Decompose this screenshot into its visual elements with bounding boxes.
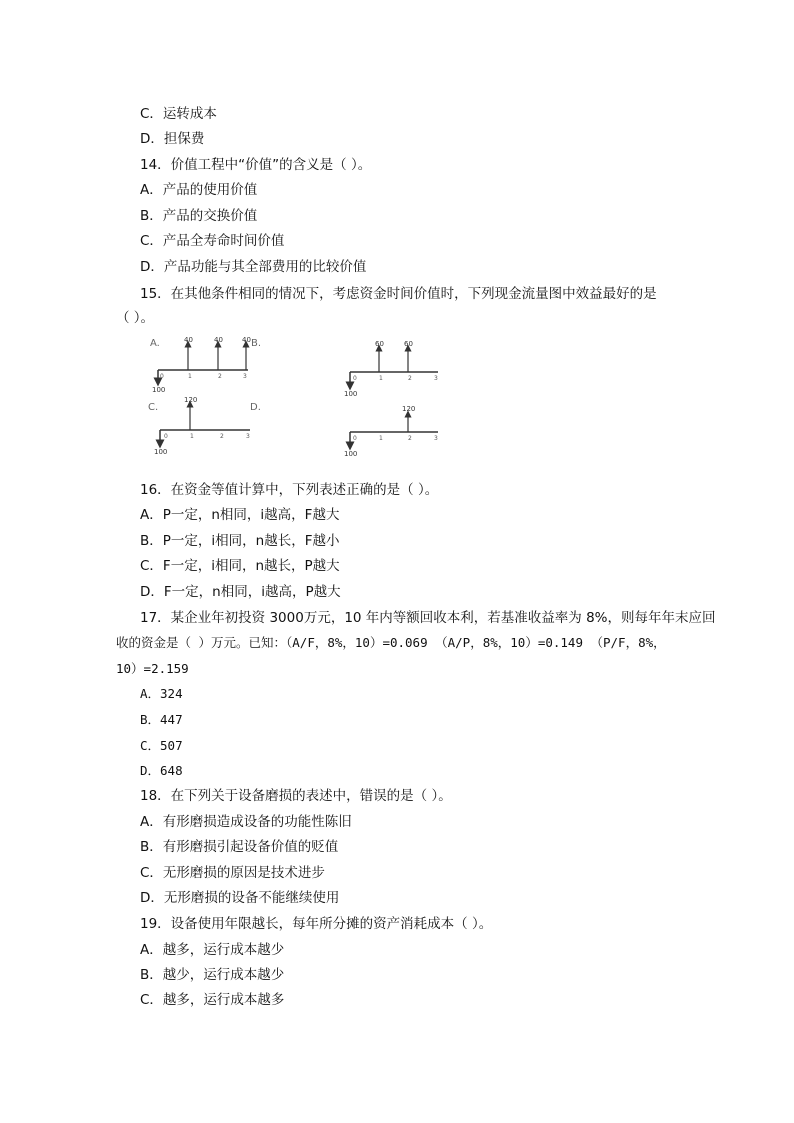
svg-text:3: 3 (246, 433, 250, 440)
diagram-d (250, 402, 438, 458)
svg-text:2: 2 (408, 375, 412, 382)
svg-text:120: 120 (184, 396, 198, 404)
q17-option-a: A．324 (140, 686, 183, 701)
svg-text:40: 40 (184, 336, 193, 344)
svg-text:2: 2 (220, 433, 224, 440)
svg-text:2: 2 (218, 373, 222, 380)
diagram-b (251, 338, 438, 398)
svg-text:100: 100 (344, 450, 358, 458)
svg-text:1: 1 (379, 435, 383, 442)
svg-text:100: 100 (152, 386, 166, 394)
q19-option-c: C．越多，运行成本越多 (140, 992, 285, 1008)
q18-option-d: D．无形磨损的设备不能继续使用 (140, 890, 340, 906)
question-17-line1: 17．某企业年初投资 3000万元，10 年内等额回收本利，若基准收益率为 8%，则每年年末应回 (140, 610, 716, 626)
q14-option-a: A．产品的使用价值 (140, 182, 258, 198)
q16-option-a: A．P一定，n相同，i越高，F越大 (140, 507, 340, 523)
q19-option-a: A．越多，运行成本越少 (140, 942, 285, 958)
diagram-a (150, 336, 251, 394)
q17-option-c: C．507 (140, 738, 183, 753)
q17-option-b: B．447 (140, 712, 183, 727)
diagram-c (148, 396, 250, 456)
diagram-b-label: B. (251, 338, 262, 349)
question-15-line1: 15．在其他条件相同的情况下，考虑资金时间价值时，下列现金流量图中效益最好的是 (140, 286, 657, 302)
svg-text:120: 120 (402, 405, 416, 413)
option-c-operating-cost: C．运转成本 (140, 106, 217, 122)
q16-option-c: C．F一定，i相同，n越长，P越大 (140, 558, 340, 574)
q16-option-b: B．P一定，i相同，n越长，F越小 (140, 533, 340, 549)
question-17-line2: 收的资金是（ ）万元。已知：（A/F，8%，10）=0.069 （A/P，8%，10）=0.149 （P/F，8%， (116, 635, 666, 650)
svg-text:3: 3 (434, 435, 438, 442)
q18-option-a: A．有形磨损造成设备的功能性陈旧 (140, 814, 352, 830)
option-d-guarantee-fee: D．担保费 (140, 131, 205, 147)
svg-text:2: 2 (408, 435, 412, 442)
diagram-c-label: C. (148, 402, 159, 413)
q18-option-c: C．无形磨损的原因是技术进步 (140, 865, 325, 881)
q14-option-c: C．产品全寿命时间价值 (140, 233, 285, 249)
q14-option-d: D．产品功能与其全部费用的比较价值 (140, 259, 367, 275)
svg-text:3: 3 (434, 375, 438, 382)
question-14: 14．价值工程中“价值”的含义是（ ）。 (140, 157, 372, 173)
svg-text:0: 0 (353, 435, 357, 442)
svg-text:60: 60 (375, 340, 384, 348)
q17-option-d: D．648 (140, 763, 183, 778)
question-19: 19．设备使用年限越长，每年所分摊的资产消耗成本（ ）。 (140, 916, 493, 932)
svg-text:100: 100 (154, 448, 168, 456)
svg-text:0: 0 (353, 375, 357, 382)
question-17-line3: 10）=2.159 (116, 661, 189, 676)
q19-option-b: B．越少，运行成本越少 (140, 967, 285, 983)
q14-option-b: B．产品的交换价值 (140, 208, 258, 224)
svg-text:0: 0 (160, 373, 164, 380)
svg-text:0: 0 (164, 433, 168, 440)
q18-option-b: B．有形磨损引起设备价值的贬值 (140, 839, 339, 855)
question-16: 16．在资金等值计算中，下列表述正确的是（ ）。 (140, 482, 439, 498)
diagram-a-label: A. (150, 338, 160, 349)
diagram-d-label: D. (250, 402, 261, 413)
svg-text:1: 1 (379, 375, 383, 382)
cash-flow-diagrams (140, 334, 460, 460)
question-18: 18．在下列关于设备磨损的表述中，错误的是（ ）。 (140, 788, 452, 804)
svg-text:40: 40 (214, 336, 223, 344)
svg-text:1: 1 (190, 433, 194, 440)
svg-text:40: 40 (242, 336, 251, 344)
svg-text:60: 60 (404, 340, 413, 348)
question-15-line2: （ ）。 (116, 310, 155, 326)
svg-text:1: 1 (188, 373, 192, 380)
svg-text:3: 3 (243, 373, 247, 380)
q16-option-d: D．F一定，n相同，i越高，P越大 (140, 584, 341, 600)
svg-text:100: 100 (344, 390, 358, 398)
